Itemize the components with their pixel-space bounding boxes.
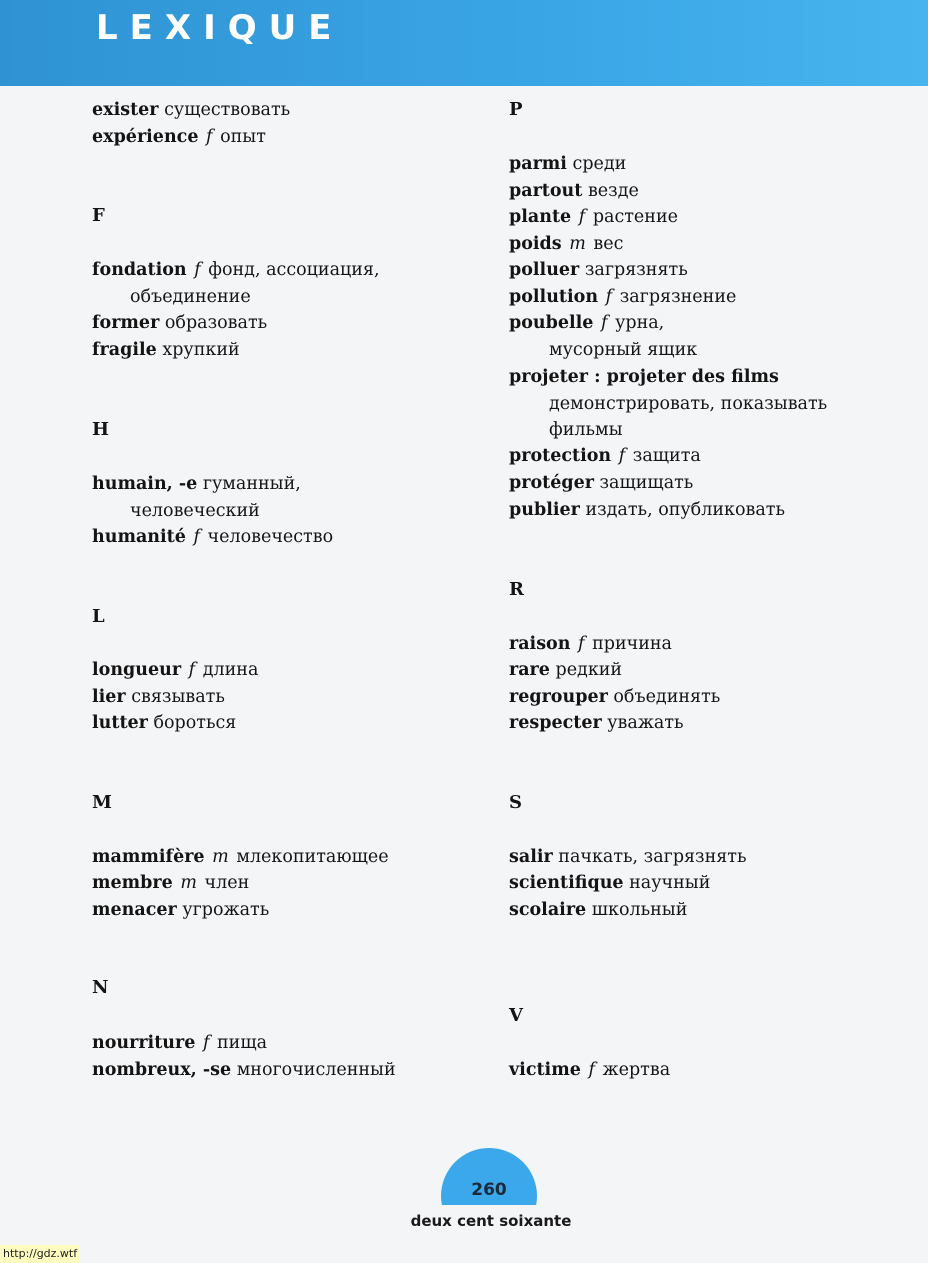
entry-continuation: демонстрировать, показывать xyxy=(549,394,828,414)
entry: projeter : projeter des films xyxy=(509,367,779,387)
section-letter-f: F xyxy=(92,205,105,226)
entry: mammifère m млекопитающее xyxy=(92,847,389,867)
entry: humanité f человечество xyxy=(92,527,334,547)
entry: membre m член xyxy=(92,873,250,893)
entry: protéger защищать xyxy=(509,473,694,493)
entry: former образовать xyxy=(92,313,268,333)
entry: salir пачкать, загрязнять xyxy=(509,847,747,867)
entry-continuation: объединение xyxy=(130,287,251,307)
entry: partout везде xyxy=(509,181,639,201)
section-letter-r: R xyxy=(509,579,524,600)
entry: rare редкий xyxy=(509,660,623,680)
entry: exister существовать xyxy=(92,100,291,120)
entry: longueur f длина xyxy=(92,660,259,680)
section-letter-m: M xyxy=(92,792,112,813)
entry: nombreux, -se многочисленный xyxy=(92,1060,396,1080)
entry-continuation: фильмы xyxy=(549,420,623,440)
entry: polluer загрязнять xyxy=(509,260,688,280)
entry: scientifique научный xyxy=(509,873,711,893)
entry: parmi среди xyxy=(509,154,627,174)
page-number: 260 xyxy=(471,1180,507,1200)
entry: nourriture f пища xyxy=(92,1033,268,1053)
entry-continuation: человеческий xyxy=(130,501,260,521)
entry: humain, -e гуманный, xyxy=(92,474,301,494)
page-title: LEXIQUE xyxy=(96,8,344,48)
entry: plante f растение xyxy=(509,207,678,227)
entry: menacer угрожать xyxy=(92,900,270,920)
section-letter-l: L xyxy=(92,606,105,627)
watermark-link[interactable]: http://gdz.wtf xyxy=(0,1245,80,1263)
entry: fondation f фонд, ассоциация, xyxy=(92,260,380,280)
section-letter-p: P xyxy=(509,99,523,120)
section-letter-s: S xyxy=(509,792,522,813)
section-letter-v: V xyxy=(509,1005,523,1026)
entry: respecter уважать xyxy=(509,713,684,733)
entry-continuation: мусорный ящик xyxy=(549,340,698,360)
entry: pollution f загрязнение xyxy=(509,287,737,307)
page-number-words: deux cent soixante xyxy=(410,1212,572,1230)
entry: raison f причина xyxy=(509,634,672,654)
entry: regrouper объединять xyxy=(509,687,721,707)
entry: victime f жертва xyxy=(509,1060,671,1080)
entry: poubelle f урна, xyxy=(509,313,665,333)
entry: poids m вес xyxy=(509,234,624,254)
header-banner xyxy=(0,0,928,86)
section-letter-n: N xyxy=(92,977,109,998)
entry: publier издать, опубликовать xyxy=(509,500,785,520)
entry: lutter бороться xyxy=(92,713,237,733)
entry: fragile хрупкий xyxy=(92,340,240,360)
entry: protection f защита xyxy=(509,446,701,466)
entry: expérience f опыт xyxy=(92,127,266,147)
section-letter-h: H xyxy=(92,419,110,440)
entry: scolaire школьный xyxy=(509,900,688,920)
entry: lier связывать xyxy=(92,687,225,707)
